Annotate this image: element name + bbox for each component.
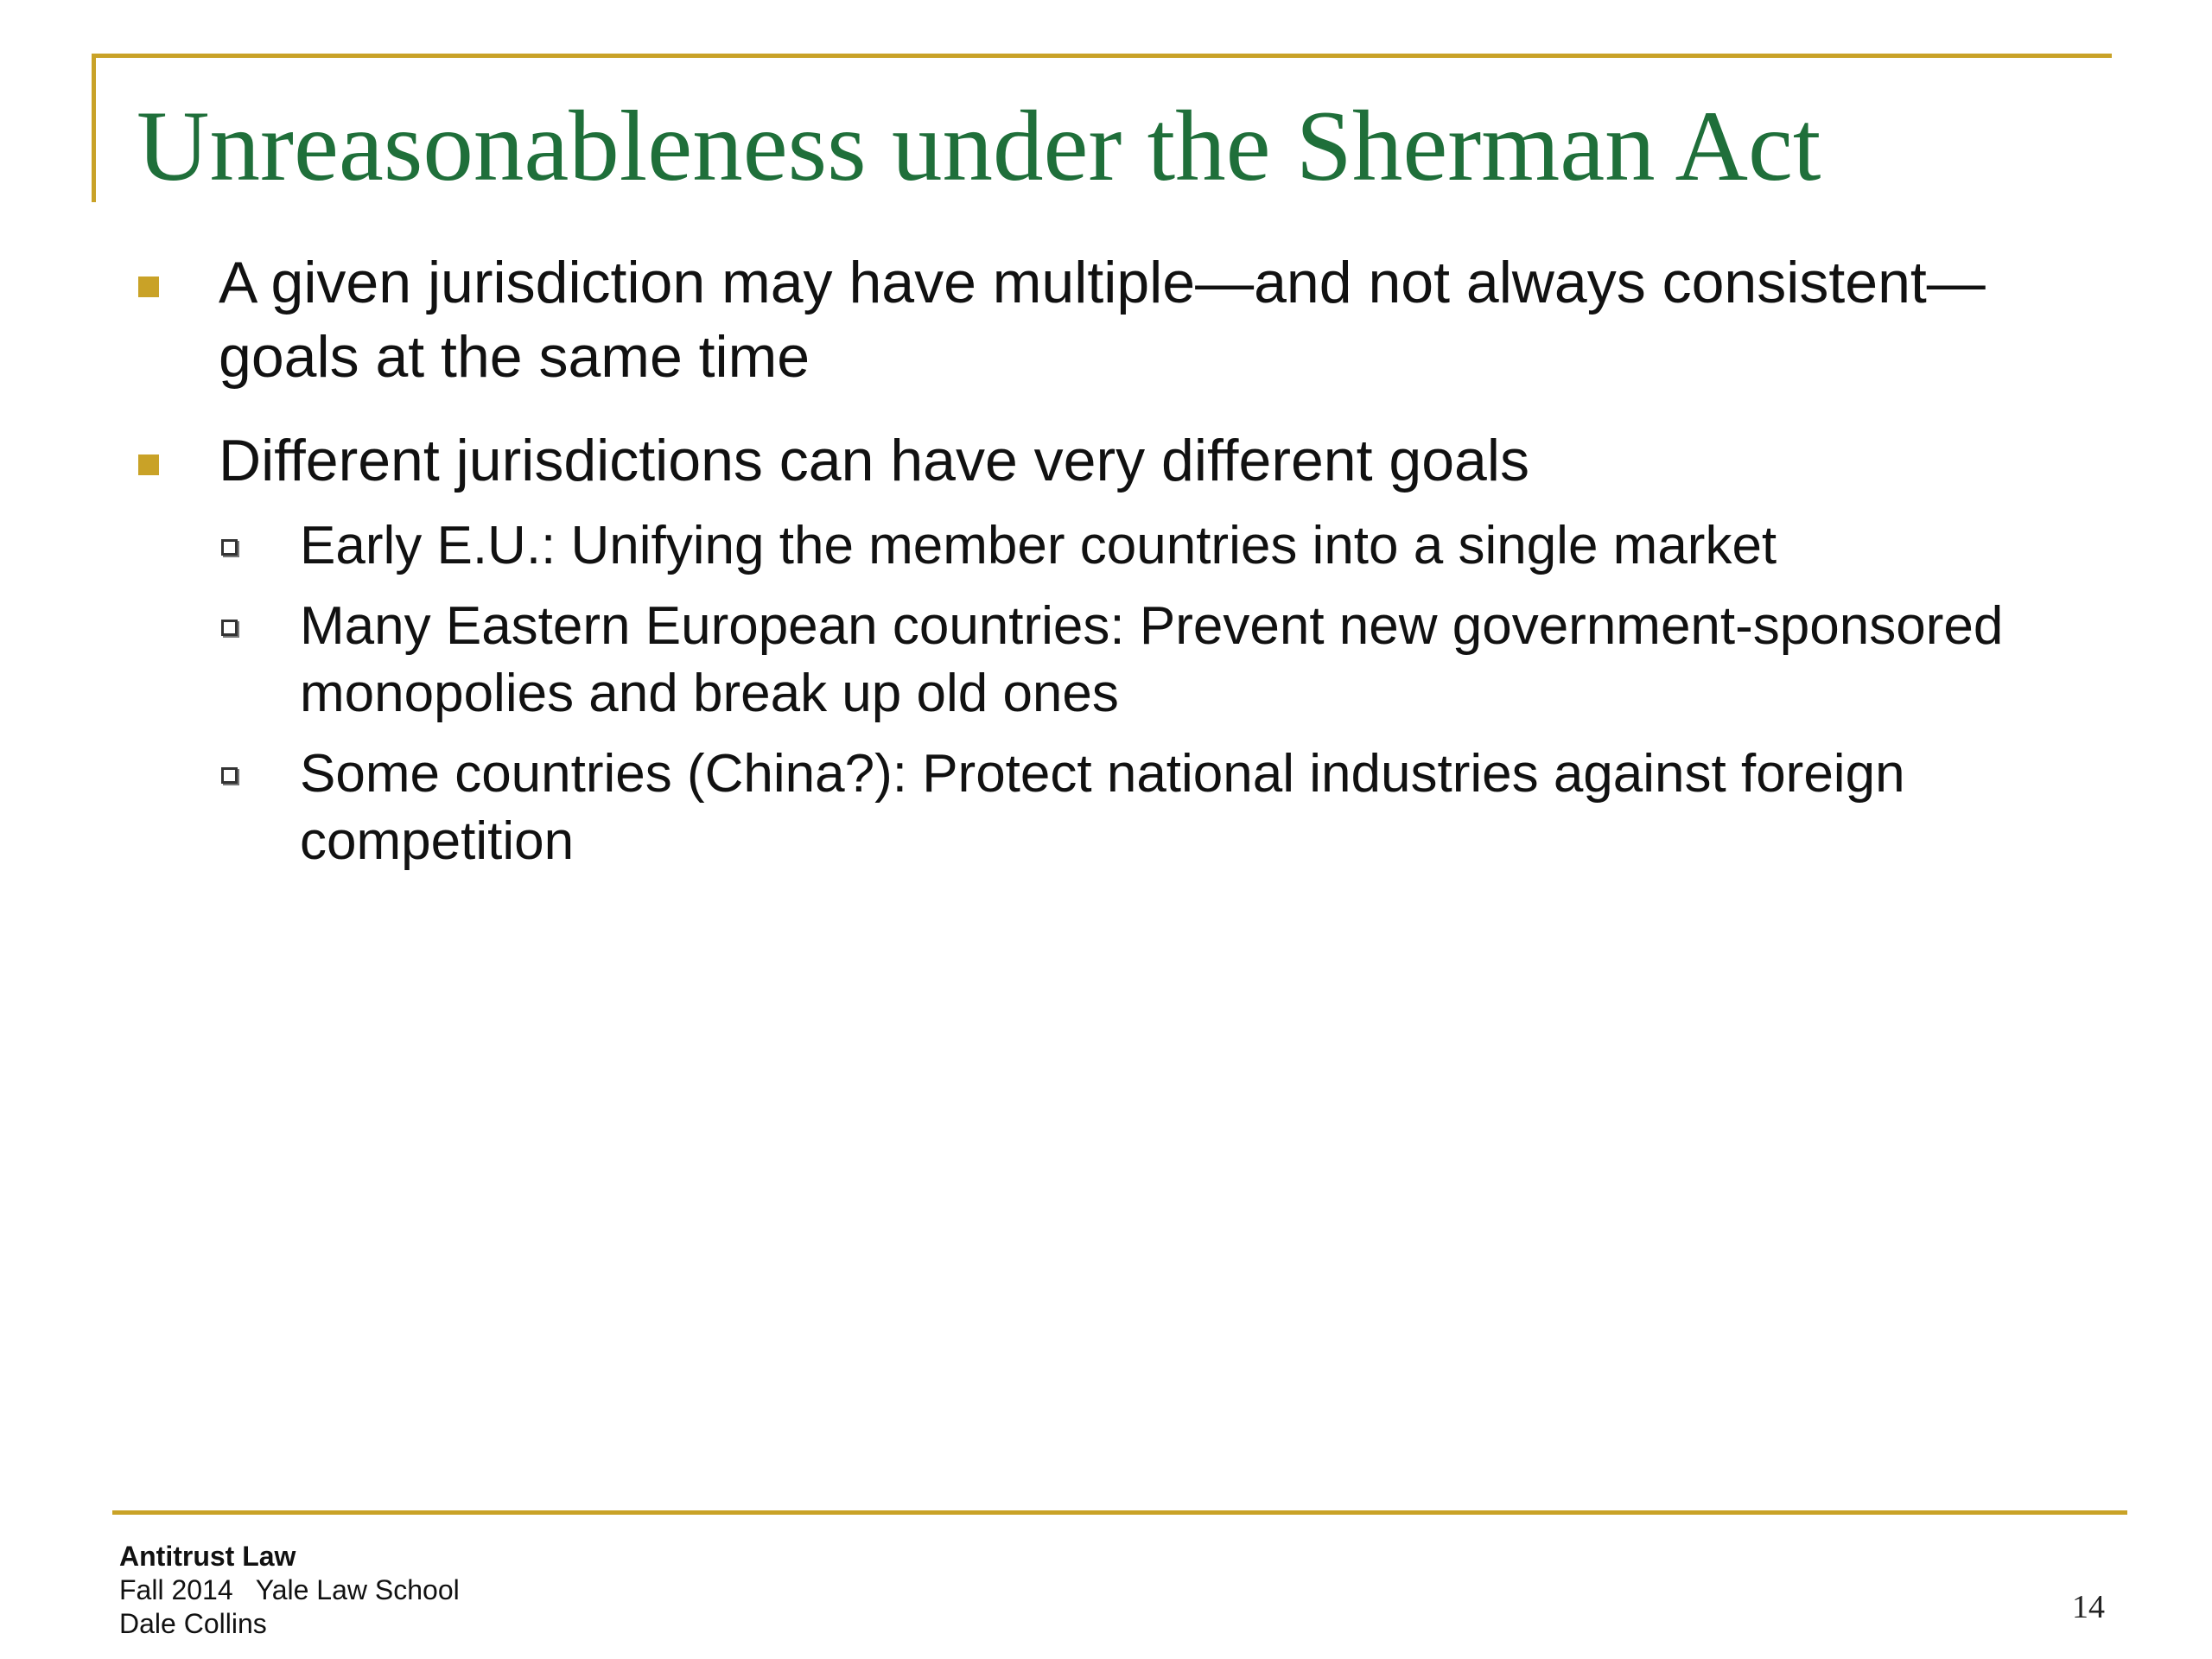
footer-rule bbox=[112, 1510, 2127, 1515]
footer bbox=[119, 1540, 460, 1641]
hollow-square-bullet-icon bbox=[221, 620, 238, 636]
hollow-square-bullet-icon bbox=[221, 767, 238, 784]
subbullet-item bbox=[221, 593, 2122, 728]
square-bullet-icon bbox=[138, 276, 159, 297]
bullet-text: A given jurisdiction may have multiple—and not always consistent—goals at the same time bbox=[219, 250, 1986, 390]
hollow-square-bullet-icon bbox=[221, 539, 238, 556]
subbullet-text: Many Eastern European countries: Prevent new government-sponsored monopolies and break up old ones bbox=[300, 596, 2004, 723]
bullet-item bbox=[138, 245, 2126, 394]
footer-term: Fall 2014 Yale Law School bbox=[119, 1574, 460, 1605]
square-bullet-icon bbox=[138, 454, 159, 475]
title-frame-left-rule bbox=[92, 54, 96, 202]
subbullet-text: Some countries (China?): Protect national industries against foreign competition bbox=[300, 744, 1905, 871]
subbullet-item bbox=[221, 512, 2122, 580]
bullet-item bbox=[138, 423, 2126, 498]
footer-author: Dale Collins bbox=[119, 1608, 267, 1639]
page-number: 14 bbox=[2072, 1589, 2105, 1625]
footer-course: Antitrust Law bbox=[119, 1541, 296, 1572]
subbullet-text: Early E.U.: Unifying the member countries into a single market bbox=[300, 516, 1777, 575]
subbullet-item bbox=[221, 741, 2122, 875]
title-frame-top-rule bbox=[92, 54, 2112, 58]
bullet-text: Different jurisdictions can have very different goals bbox=[219, 428, 1529, 493]
slide-title: Unreasonableness under the Sherman Act bbox=[137, 91, 1821, 202]
